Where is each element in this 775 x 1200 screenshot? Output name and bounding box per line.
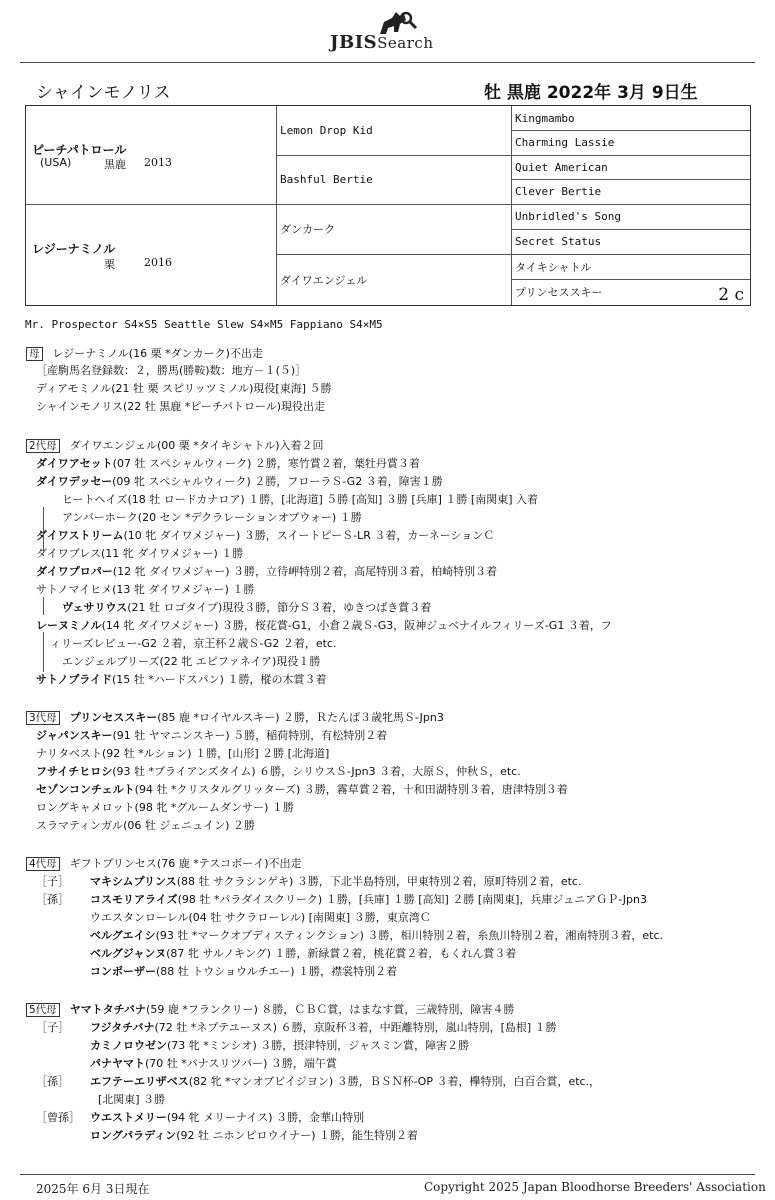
family-entry xyxy=(36,783,568,797)
horse-link[interactable]: フジタチバナ xyxy=(90,1021,155,1034)
entry-text: ロングキャメロット(98 牝 *グルームダンサー) １勝 xyxy=(36,801,294,814)
entry-text: ダイワエンジェル(00 栗 *タイキシャトル)入着２回 xyxy=(69,439,324,452)
family-entry xyxy=(90,929,663,943)
entry-text: (88 牡 サクラシンゲキ) ３勝，下北半島特別，甲東特別２着，原町特別２着，etc. xyxy=(176,875,582,888)
horse-link[interactable]: マキシムプリンス xyxy=(90,875,177,888)
dam-cell[interactable]: レジーナミノル 栗 2016 xyxy=(32,242,172,271)
entry-text: (14 牝 ダイワメジャー) ３勝，桜花賞-G1，小倉２歳Ｓ-G3，阪神ジュベナイルフィリーズ-G1 ３着，フ xyxy=(101,619,612,632)
g3-1[interactable]: Kingmambo xyxy=(511,106,750,130)
relation-label: ［孫］ xyxy=(36,1075,69,1088)
relation-label: ［子］ xyxy=(36,875,69,888)
relation-label: ［子］ xyxy=(36,1021,69,1034)
sire-dam[interactable]: Bashful Bertie xyxy=(276,155,511,204)
horse-link[interactable]: コスモリアライズ xyxy=(90,893,178,906)
entry-text: (73 牝 *ミンシオ) ３勝，摂津特別，ジャスミン賞，障害２勝 xyxy=(167,1039,470,1052)
generation-heading xyxy=(26,857,302,871)
entry-text: (85 鹿 *ロイヤルスキー) ２勝，Ｒたんぱ３歳牝馬Ｓ-Jpn3 xyxy=(157,711,444,724)
horse-link[interactable]: レーヌミノル xyxy=(36,619,102,632)
indent-bar xyxy=(43,507,44,551)
entry-text: (72 牡 *ネプテユーヌス) ６勝，京阪杯３着，中距離特別，嵐山特別，[島根] １勝 xyxy=(154,1021,557,1034)
footer-rule xyxy=(20,1174,755,1175)
horse-link[interactable]: ヤマトタチバナ xyxy=(69,1003,147,1016)
family-entry xyxy=(36,529,494,543)
copyright: Copyright 2025 Japan Bloodhorse Breeders' Association xyxy=(424,1180,766,1194)
entry-text: ギフトプリンセス(76 鹿 *テスコボーイ)不出走 xyxy=(69,857,302,870)
entry-text: (94 牡 *クリスタルグリッターズ) ３勝，霧草賞２着，十和田湖特別３着，唐津特別３着 xyxy=(134,783,568,796)
entry-text: (91 牡 ヤマニンスキー) ５勝，稲荷特別，有松特別２着 xyxy=(112,729,388,742)
g3-8[interactable]: プリンセススキー xyxy=(511,279,750,305)
generation-heading xyxy=(26,347,263,361)
horse-name: シャインモノリス xyxy=(36,83,171,103)
family-entry xyxy=(90,1057,337,1071)
g3-3[interactable]: Quiet American xyxy=(511,155,750,179)
horse-link[interactable]: サトノプライド xyxy=(36,673,113,686)
entry-text: (70 牡 *パナスリツパー) ３勝，端午賞 xyxy=(145,1057,337,1070)
entry-text: (82 牝 *マンオブビイジヨン) ３勝，ＢＳＮ杯-OP ３着，欅特別，白百合賞，etc.， xyxy=(188,1075,601,1088)
family-entry xyxy=(98,1093,165,1107)
g3-4[interactable]: Clever Bertie xyxy=(511,179,750,204)
horse-link[interactable]: ダイワプロパー xyxy=(36,565,113,578)
family-entry xyxy=(36,1021,557,1035)
sire-cell[interactable]: ピーチパトロール (USA) 黒鹿 2013 xyxy=(32,143,172,171)
generation-heading xyxy=(26,439,324,453)
entry-text: (87 牝 サルノキング) １勝，新緑賞２着，桃花賞２着，もくれん賞３着 xyxy=(166,947,517,960)
horse-link[interactable]: コンポーザー xyxy=(90,965,156,978)
family-entry xyxy=(36,875,581,889)
entry-text: アンバーホーク(20 セン *デクラレーションオブウォー) １勝 xyxy=(62,511,362,524)
entry-text: スラマティンガル(06 牡 ジェニュイン) ２勝 xyxy=(36,819,255,832)
horse-link[interactable]: フサイチヒロシ xyxy=(36,765,113,778)
entry-text: ダイワブレス(11 牝 ダイワメジャー) １勝 xyxy=(36,547,244,560)
horse-link[interactable]: カミノロウゼン xyxy=(90,1039,167,1052)
family-entry xyxy=(36,382,332,396)
family-entry xyxy=(36,565,497,579)
horse-link[interactable]: ジャパンスキー xyxy=(36,729,113,742)
family-entry xyxy=(50,637,336,651)
family-entry xyxy=(36,364,306,378)
family-entry xyxy=(90,1129,418,1143)
generation-tag: 母 xyxy=(26,347,43,361)
entry-text: [北関東] ３勝 xyxy=(98,1093,166,1106)
entry-text: (15 牡 *ハードスパン) １勝，樅の木賞３着 xyxy=(112,673,327,686)
family-entry xyxy=(62,655,320,669)
family-entry xyxy=(36,1111,364,1125)
family-entry xyxy=(36,729,387,743)
horse-link[interactable]: ベルグジャンヌ xyxy=(90,947,167,960)
dam-dam[interactable]: ダイワエンジェル xyxy=(276,254,511,305)
horse-link[interactable]: プリンセススキー xyxy=(69,711,158,724)
horse-link[interactable]: エフテーエリザベス xyxy=(90,1075,189,1088)
family-entry xyxy=(36,619,612,633)
g3-7[interactable]: タイキシャトル xyxy=(511,254,750,279)
family-entry xyxy=(36,475,443,489)
horse-link[interactable]: パナヤマト xyxy=(90,1057,145,1070)
entry-text: シャインモノリス(22 牡 黒鹿 *ピーチパトロール)現役出走 xyxy=(36,400,326,413)
generation-heading xyxy=(26,711,444,725)
dam-sire[interactable]: ダンカーク xyxy=(276,204,511,254)
family-entry xyxy=(36,819,255,833)
horse-link[interactable]: ダイワストリーム xyxy=(36,529,124,542)
g3-5[interactable]: Unbridled's Song xyxy=(511,204,750,229)
family-entry xyxy=(36,673,326,687)
entry-text: (59 鹿 *フランクリー) ８勝，ＣＢＣ賞，はまなす賞，三歳特別，障害４勝 xyxy=(146,1003,515,1016)
entry-text: ヒートヘイズ(18 牡 ロードカナロア) １勝，[北海道] ５勝 [高知] ３勝 [兵庫] １勝 [南関東] 入着 xyxy=(62,493,538,506)
horse-profile: 牡 黒鹿 2022年 3月 9日生 xyxy=(484,83,698,103)
family-entry xyxy=(90,1039,469,1053)
horse-link[interactable]: ダイワデッセー xyxy=(36,475,113,488)
horse-link[interactable]: ベルグエイシ xyxy=(90,929,156,942)
sire-name[interactable]: ピーチパトロール xyxy=(32,143,127,157)
inbreeding-line: Mr. Prospector S4×S5 Seattle Slew S4×M5 Fappiano S4×M5 xyxy=(25,318,383,331)
entry-text: (07 牡 スペシャルウィーク) ２勝，寒竹賞２着，葉牡丹賞３着 xyxy=(112,457,420,470)
entry-text: ウエスタンローレル(04 牡 サクラローレル) [南関東] ３勝，東京湾Ｃ xyxy=(90,911,431,924)
indent-bar xyxy=(43,597,44,615)
entry-text: ィリーズレビュー-G2 ２着，京王杯２歳Ｓ-G2 ２着，etc. xyxy=(50,637,337,650)
horse-link[interactable]: ウエストメリー xyxy=(90,1111,167,1124)
relation-label: ［孫］ xyxy=(36,893,69,906)
horse-link[interactable]: ロングパラディン xyxy=(90,1129,177,1142)
family-entry xyxy=(90,947,516,961)
family-entry xyxy=(36,893,647,907)
family-entry xyxy=(36,583,254,597)
family-entry xyxy=(36,765,521,779)
horse-link[interactable]: セゾンコンチェルト xyxy=(36,783,135,796)
family-entry xyxy=(36,457,420,471)
entry-text: (88 牡 トウショウルチエー) １勝，襟裳特別２着 xyxy=(156,965,398,978)
entry-text: (12 牝 ダイワメジャー) ３勝，立待岬特別２着，高尾特別３着，柏崎特別３着 xyxy=(112,565,498,578)
generation-tag: 3代母 xyxy=(26,711,60,725)
family-entry xyxy=(62,493,538,507)
as-of-date: 2025年 6月 3日現在 xyxy=(36,1182,150,1196)
entry-text: サトノマイヒメ(13 牝 ダイワメジャー) １勝 xyxy=(36,583,255,596)
entry-text: (92 牡 ニホンピロウイナー) １勝，能生特別２着 xyxy=(176,1129,418,1142)
generation-tag: 5代母 xyxy=(26,1003,60,1017)
entry-text: レジーナミノル(16 栗 *ダンカーク)不出走 xyxy=(52,347,263,360)
entry-text: (98 牡 *パラダイスクリーク) １勝，[兵庫] １勝 [高知] ２勝 [南関東]，兵庫ジュニアＧＰ-Jpn3 xyxy=(177,893,647,906)
family-entry xyxy=(36,1075,600,1089)
family-entry xyxy=(62,511,362,525)
entry-text: ディアモミノル(21 牡 栗 スピリッツミノル)現役[東海] ５勝 xyxy=(36,382,332,395)
entry-text: (10 牝 ダイワメジャー) ３勝，スイートピーＳ-LR ３着，カーネーションＣ xyxy=(123,529,495,542)
generation-tag: 4代母 xyxy=(26,857,60,871)
horse-link[interactable]: ヴェサリウス xyxy=(62,601,128,614)
header-rule xyxy=(20,62,755,63)
g3-6[interactable]: Secret Status xyxy=(511,229,750,254)
family-entry xyxy=(36,747,329,761)
family-entry xyxy=(36,547,243,561)
entry-text: エンジェルブリーズ(22 牝 エピファネイア)現役１勝 xyxy=(62,655,321,668)
pedigree-table xyxy=(25,105,751,306)
entry-text: (94 牝 メリーナイス) ３勝，金華山特別 xyxy=(166,1111,365,1124)
g3-2[interactable]: Charming Lassie xyxy=(511,130,750,155)
entry-text: (09 牝 スペシャルウィーク) ２勝，フローラＳ-G2 ３着，障害１勝 xyxy=(112,475,443,488)
relation-label: ［曾孫］ xyxy=(36,1111,80,1124)
entry-text: (21 牡 ロゴタイプ)現役３勝，節分Ｓ３着，ゆきつばき賞３着 xyxy=(127,601,432,614)
indent-bar xyxy=(43,632,44,672)
family-entry xyxy=(90,911,431,925)
entry-text: (93 牡 *ブライアンズタイム) ６勝，シリウスＳ-Jpn3 ３着，大原Ｓ，仲秋Ｓ，etc. xyxy=(112,765,521,778)
family-entry xyxy=(90,965,397,979)
entry-text: ［産駒馬名登録数：２，勝馬(勝鞍)数：地方－１(５)］ xyxy=(36,364,307,377)
entry-text: (93 牡 *マークオブディスティンクション) ３勝，相川特別２着，糸魚川特別２着，湘南特別３着，etc. xyxy=(155,929,664,942)
generation-heading xyxy=(26,1003,514,1017)
horse-link[interactable]: ダイワアセット xyxy=(36,457,113,470)
entry-text: ナリタベスト(92 牡 *ルション) １勝，[山形] ２勝 [北海道] xyxy=(36,747,330,760)
dam-name[interactable]: レジーナミノル xyxy=(32,242,116,256)
family-entry xyxy=(36,801,294,815)
jbis-logo: JBISSearch xyxy=(330,8,460,52)
generation-tag: 2代母 xyxy=(26,439,60,453)
family-entry xyxy=(62,601,431,615)
family-entry xyxy=(36,400,325,414)
sire-sire[interactable]: Lemon Drop Kid xyxy=(276,106,511,155)
family-number: 2 c xyxy=(718,285,744,305)
